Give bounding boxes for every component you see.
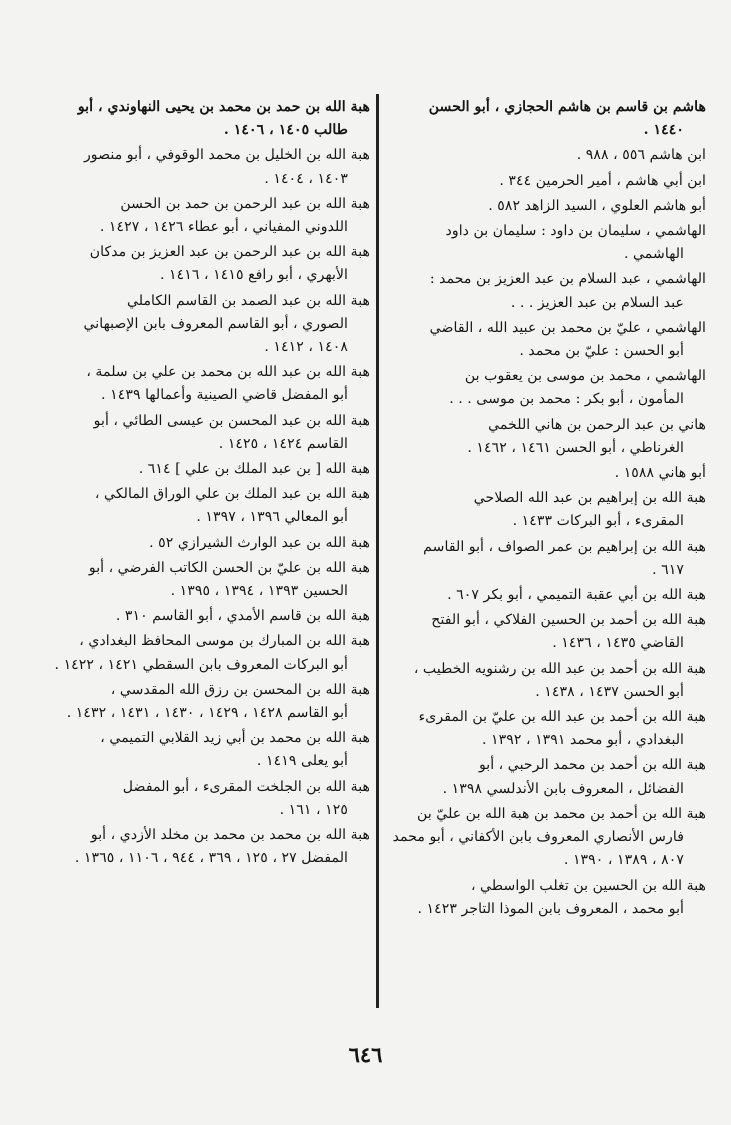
entry-heading: هاشم بن قاسم بن هاشم الحجازي ، أبو الحسن [428,99,706,115]
entry-heading: هبة الله بن أحمد بن عبد الله بن عليّ بن المقرىء [418,709,706,726]
entry-continuation: الهاشمي . [623,246,684,263]
index-entry [388,754,706,800]
index-entry [52,483,370,529]
index-entry [388,487,706,533]
entry-heading: هبة الله بن محمد بن أبي زيد القلابي التميمي ، [100,730,370,747]
entry-continuation: الصوري ، أبو القاسم المعروف بابن الإصبهاني ١٤٠٨ ، ١٤١٢ . [83,315,348,356]
index-entry [52,96,370,142]
index-entry [388,462,706,485]
entry-continuation: أبو الحسن : عليّ بن محمد . [519,343,684,360]
entry-heading: هبة الله بن عبد الوارث الشيرازي ٥٢ . [149,534,370,551]
entry-continuation: المفضل ٢٧ ، ١٢٥ ، ٣٦٩ ، ٩٤٤ ، ١١٠٦ ، ١٣٦٥ . [74,850,348,867]
entry-heading: هبة الله بن عبد المحسن بن عيسى الطائي ، أبو [93,412,370,429]
index-entry [52,557,370,603]
entry-continuation: أبو المعالي ١٣٩٦ ، ١٣٩٧ . [196,509,348,526]
entry-heading: هبة الله [ بن عبد الملك بن علي ] ٦١٤ . [138,461,370,478]
entry-heading: أبو هاشم العلوي ، السيد الزاهد ٥٨٢ . [488,197,706,214]
right-column [388,96,706,923]
entry-heading: هبة الله بن أحمد بن عبد الله بن رشنويه الخطيب ، [413,660,706,677]
index-entry [388,706,706,752]
index-entry [52,776,370,822]
index-entry [388,170,706,193]
entry-continuation: أبو الحسن ١٤٣٧ ، ١٤٣٨ . [535,683,684,700]
entry-continuation: أبو يعلى ١٤١٩ . [256,753,348,770]
index-entry [52,630,370,676]
index-entry [388,658,706,704]
entry-heading: هبة الله بن محمد بن محمد بن مخلد الأزدي ، أبو [90,827,370,844]
index-entry [52,193,370,239]
index-entry [388,96,706,142]
entry-heading: هبة الله بن قاسم الأمدي ، أبو القاسم ٣١٠ . [115,608,370,625]
entry-continuation: البغدادي ، أبو محمد ١٣٩١ ، ١٣٩٢ . [481,732,684,749]
entry-continuation: اللدوني المفياني ، أبو عطاء ١٤٢٦ ، ١٤٢٧ . [99,219,348,236]
index-entry [388,268,706,314]
entry-heading: الهاشمي ، عليّ بن محمد بن عبيد الله ، القاضي [429,319,706,336]
entry-heading: هبة الله بن المبارك بن موسى المحافظ البغدادي ، [79,633,370,650]
entry-continuation: فارس الأنصاري المعروف بابن الأكفاني ، أبو محمد ٨٠٧ ، ١٣٨٩ ، ١٣٩٠ . [392,829,684,869]
entry-continuation: ١٤٤٠ . [643,122,684,139]
index-entry [388,536,706,582]
index-entry [388,144,706,167]
entry-heading: هبة الله بن عبد الصمد بن القاسم الكاملي [126,292,370,309]
entry-heading: الهاشمي ، عبد السلام بن عبد العزيز بن محمد : [429,271,706,288]
index-entry [52,532,370,555]
column-divider [376,94,379,1008]
index-entry [52,727,370,773]
entry-continuation: طالب ١٤٠٥ ، ١٤٠٦ . [223,122,348,139]
entry-heading: هبة الله بن إبراهيم بن عمر الصواف ، أبو القاسم [423,538,706,555]
index-entry [52,458,370,481]
entry-heading: هبة الله بن أحمد بن محمد بن هبة الله بن عليّ بن [417,805,706,822]
entry-heading: هبة الله بن عبد الرحمن بن حمد بن الحسن [120,195,370,212]
entry-heading: هبة الله بن حمد بن محمد بن يحيى النهاوندي ، أبو [77,99,370,115]
index-entry [52,824,370,870]
entry-heading: هبة الله بن الخليل بن محمد الوقوفي ، أبو منصور [83,147,370,164]
entry-heading: هبة الله بن عبد الرحمن بن عبد العزيز بن مدكان [89,244,370,261]
entry-continuation: عبد السلام بن عبد العزيز . . . [510,294,684,311]
entry-continuation: أبو المفضل قاضي الصينية وأعمالها ١٤٣٩ . [101,387,348,404]
entry-heading: الهاشمي ، سليمان بن داود : سليمان بن داود [445,223,706,240]
entry-heading: هبة الله بن إبراهيم بن عبد الله الصلاحي [473,490,706,507]
entry-continuation: أبو محمد ، المعروف بابن الموذا التاجر ١٤٢٣ . [417,900,684,917]
index-entry [388,317,706,363]
entry-continuation: ٦١٧ . [652,561,684,578]
index-entry [388,803,706,873]
entry-heading: ابن أبي هاشم ، أمير الحرمين ٣٤٤ . [499,172,706,189]
entry-continuation: أبو القاسم ١٤٢٨ ، ١٤٢٩ ، ١٤٣٠ ، ١٤٣١ ، ١٤٣٢ . [66,705,348,722]
entry-continuation: القاسم ١٤٢٤ ، ١٤٢٥ . [218,435,348,452]
entry-heading: هاني بن عبد الرحمن بن هاني اللخمي [488,416,706,433]
entry-heading: هبة الله بن المحسن بن رزق الله المقدسي ، [110,681,370,698]
entry-continuation: ١٤٠٣ ، ١٤٠٤ . [264,170,348,187]
index-entry [52,241,370,287]
entry-heading: هبة الله بن عليّ بن الحسن الكاتب الفرضي ، أبو [88,559,370,576]
index-entry [52,144,370,190]
entry-heading: هبة الله بن أحمد بن محمد الرحبي ، أبو [478,757,706,774]
index-entry [388,220,706,266]
left-column [52,96,370,873]
index-entry [388,414,706,460]
entry-heading: الهاشمي ، محمد بن موسى بن يعقوب بن [464,368,706,385]
entry-heading: هبة الله بن أحمد بن الحسين الفلاكي ، أبو الفتح [431,612,706,629]
entry-continuation: الأبهري ، أبو رافع ١٤١٥ ، ١٤١٦ . [159,267,348,284]
index-entry [388,875,706,921]
entry-heading: هبة الله بن الحسين بن تغلب الواسطي ، [470,877,706,894]
entry-continuation: المأمون ، أبو بكر : محمد بن موسى . . . [449,391,684,408]
entry-continuation: الحسين ١٣٩٣ ، ١٣٩٤ ، ١٣٩٥ . [170,583,348,600]
index-entry [52,361,370,407]
index-entry [52,290,370,360]
index-entry [388,195,706,218]
index-entry [52,410,370,456]
entry-continuation: المقرىء ، أبو البركات ١٤٣٣ . [512,513,684,530]
entry-heading: هبة الله بن عبد الملك بن علي الوراق المالكي ، [94,486,370,503]
entry-heading: هبة الله بن عبد الله بن محمد بن علي بن سلمة ، [86,364,370,381]
entry-continuation: الفضائل ، المعروف بابن الأندلسي ١٣٩٨ . [442,780,684,797]
index-entry [52,679,370,725]
entry-continuation: القاضي ١٤٣٥ ، ١٤٣٦ . [552,635,684,652]
index-entry [388,365,706,411]
entry-heading: هبة الله بن الجلخت المقرىء ، أبو المفضل [122,778,370,795]
entry-continuation: أبو البركات المعروف بابن السقطي ١٤٢١ ، ١٤٢٢ . [54,656,348,673]
entry-heading: هبة الله بن أبي عقبة التميمي ، أبو بكر ٦٠٧ . [447,587,706,604]
entry-continuation: ١٢٥ ، ١٦١ . [279,801,348,818]
index-entry [388,609,706,655]
entry-heading: أبو هاني ١٥٨٨ . [614,465,706,482]
index-entry [388,584,706,607]
entry-heading: ابن هاشم ٥٥٦ ، ٩٨٨ . [576,147,706,164]
page-number: ٦٤٦ [348,1042,383,1067]
index-entry [52,605,370,628]
entry-continuation: الغرناطي ، أبو الحسن ١٤٦١ ، ١٤٦٢ . [467,439,684,456]
